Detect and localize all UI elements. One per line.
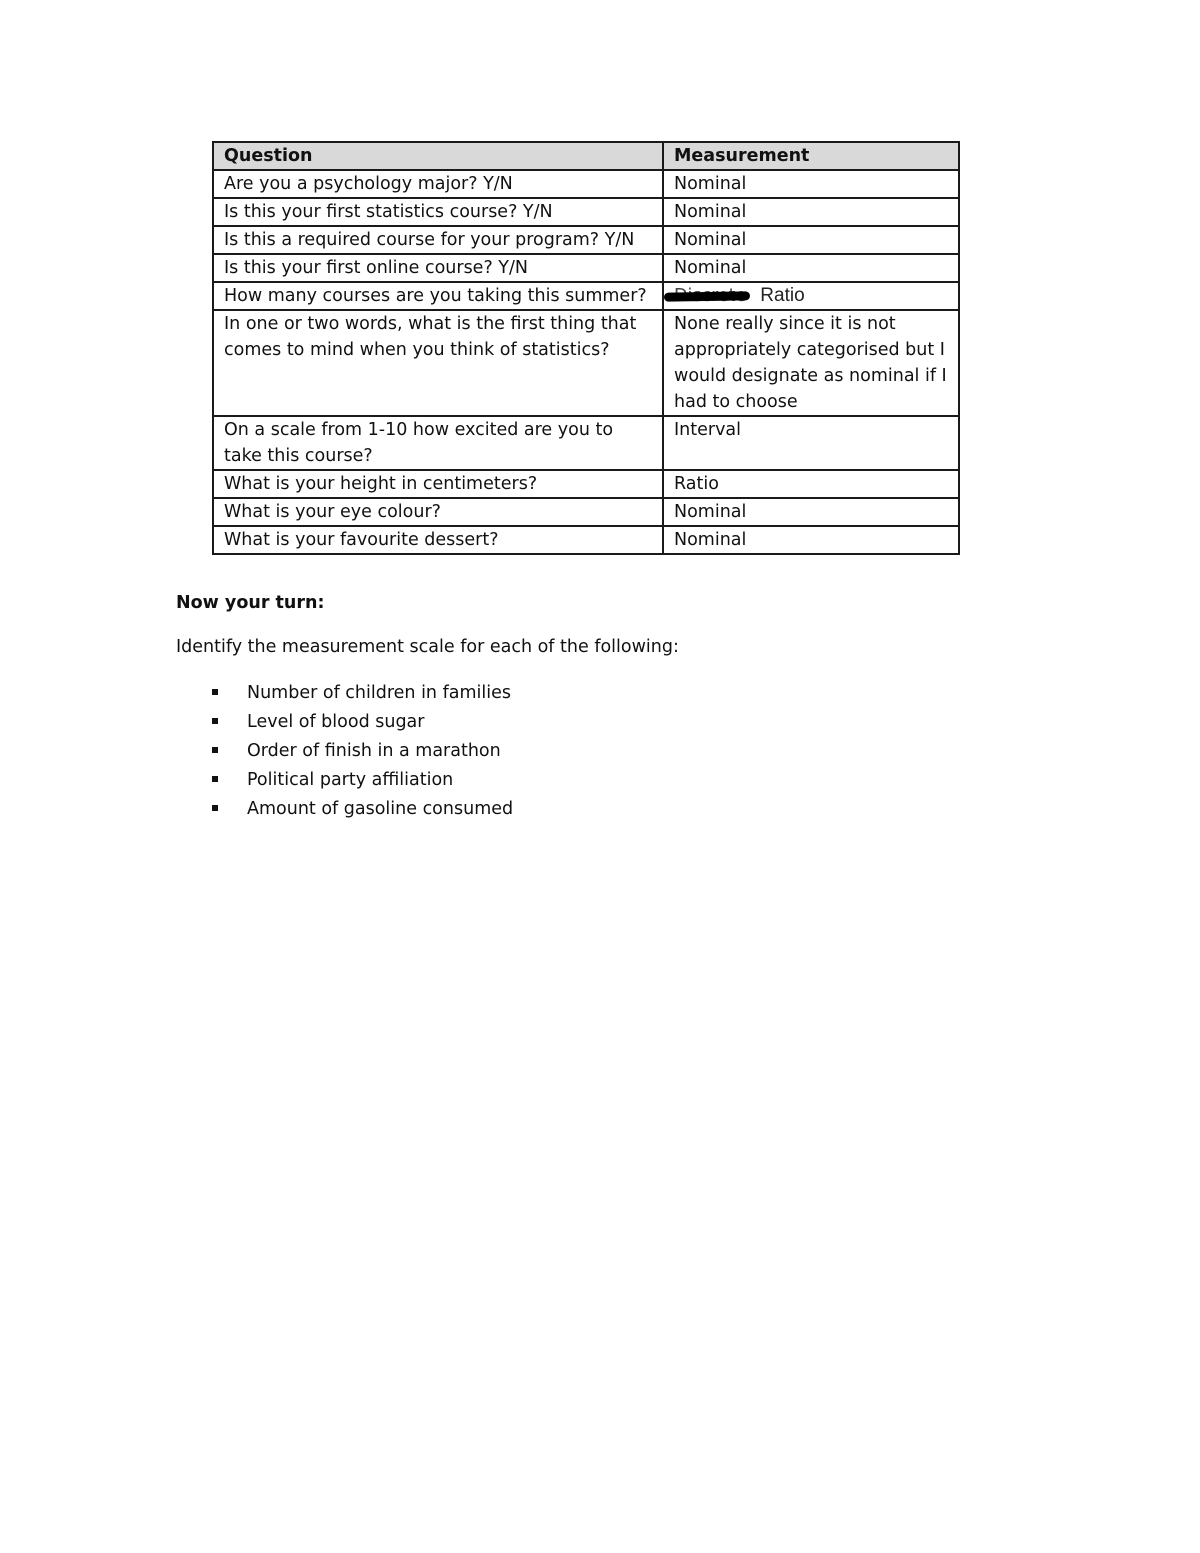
- question-cell: What is your height in centimeters?: [213, 470, 663, 498]
- square-bullet-icon: [212, 776, 218, 782]
- list-item-text: Number of children in families: [247, 683, 511, 703]
- measurement-cell: Nominal: [663, 170, 959, 198]
- measurement-cell: [663, 282, 959, 310]
- question-cell: Are you a psychology major? Y/N: [213, 170, 663, 198]
- list-item: [212, 767, 513, 796]
- measurement-cell: Ratio: [663, 470, 959, 498]
- question-cell: In one or two words, what is the first thing that comes to mind when you think of statistics?: [213, 310, 663, 416]
- square-bullet-icon: [212, 689, 218, 695]
- question-cell: How many courses are you taking this summer?: [213, 282, 663, 310]
- question-cell: What is your favourite dessert?: [213, 526, 663, 554]
- question-cell: On a scale from 1-10 how excited are you to take this course?: [213, 416, 663, 470]
- measurement-cell: None really since it is not appropriately categorised but I would designate as nominal if I had to choose: [663, 310, 959, 416]
- question-cell: Is this your first online course? Y/N: [213, 254, 663, 282]
- square-bullet-icon: [212, 718, 218, 724]
- table-row: [213, 282, 959, 310]
- measurement-cell: Nominal: [663, 226, 959, 254]
- table-row: [213, 470, 959, 498]
- list-item-text: Level of blood sugar: [247, 712, 425, 732]
- exercise-list: [212, 680, 513, 825]
- column-header-measurement: Measurement: [663, 142, 959, 170]
- scribble-mark: [664, 291, 750, 301]
- list-item-text: Amount of gasoline consumed: [247, 799, 514, 819]
- list-item-text: Order of finish in a marathon: [247, 741, 501, 761]
- square-bullet-icon: [212, 747, 218, 753]
- question-cell: Is this your first statistics course? Y/N: [213, 198, 663, 226]
- table-row: [213, 170, 959, 198]
- measurement-table: [212, 141, 960, 555]
- table-row: [213, 254, 959, 282]
- table-row: [213, 310, 959, 416]
- struck-annotation: [674, 283, 746, 309]
- measurement-cell: Nominal: [663, 526, 959, 554]
- table-row: [213, 498, 959, 526]
- section-title: Now your turn:: [176, 593, 325, 613]
- list-item-text: Political party affiliation: [247, 770, 454, 790]
- measurement-cell: Nominal: [663, 198, 959, 226]
- column-header-question: Question: [213, 142, 663, 170]
- list-item: [212, 680, 513, 709]
- table-row: [213, 526, 959, 554]
- handwritten-correction: Ratio: [760, 285, 805, 306]
- list-item: [212, 796, 513, 825]
- list-item: [212, 738, 513, 767]
- question-cell: What is your eye colour?: [213, 498, 663, 526]
- table-header-row: [213, 142, 959, 170]
- square-bullet-icon: [212, 805, 218, 811]
- table-row: [213, 198, 959, 226]
- instruction-text: Identify the measurement scale for each of the following:: [176, 637, 679, 657]
- question-cell: Is this a required course for your program? Y/N: [213, 226, 663, 254]
- measurement-cell: Nominal: [663, 498, 959, 526]
- table-row: [213, 226, 959, 254]
- list-item: [212, 709, 513, 738]
- table-row: [213, 416, 959, 470]
- measurement-cell: Interval: [663, 416, 959, 470]
- measurement-cell: Nominal: [663, 254, 959, 282]
